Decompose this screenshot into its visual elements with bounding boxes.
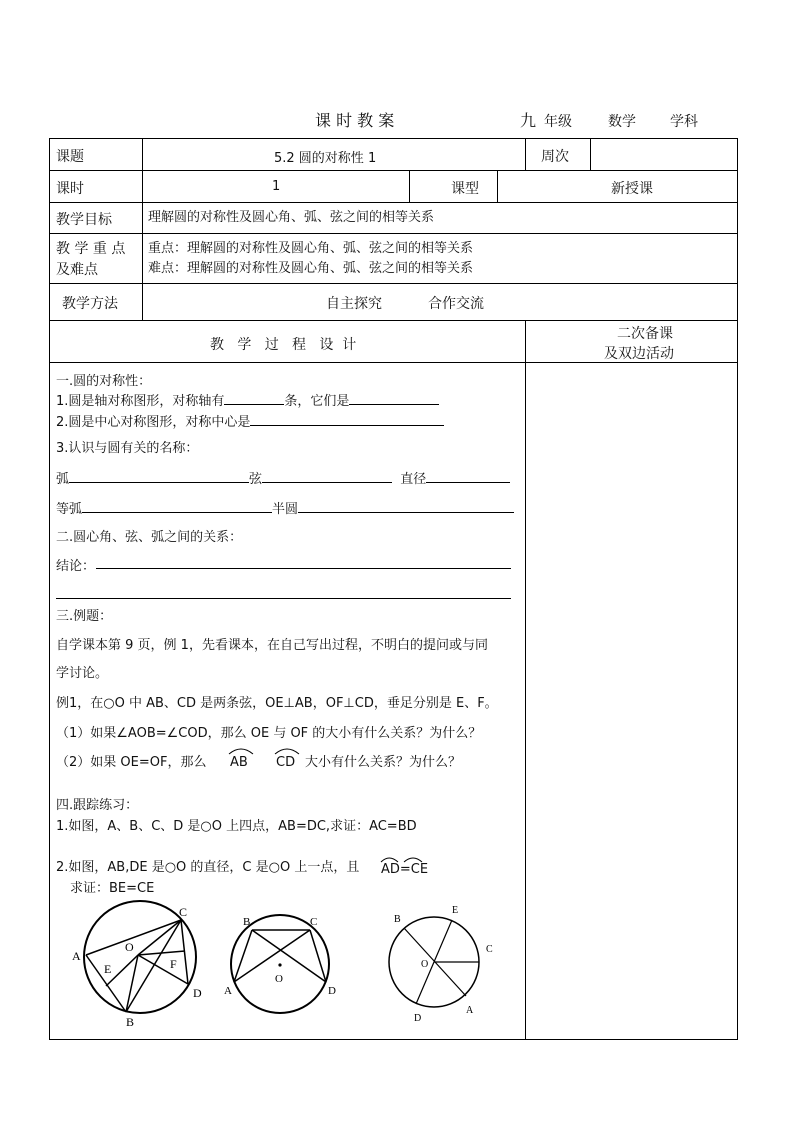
term-equal-arc: 等弧 xyxy=(56,502,83,517)
table-border xyxy=(590,138,591,171)
blank-line xyxy=(69,468,249,483)
figure-2-center-dot xyxy=(278,963,281,966)
grade-value: 九 xyxy=(520,111,537,130)
table-border xyxy=(737,138,738,1040)
blank-line xyxy=(250,411,444,426)
table-border xyxy=(497,170,498,203)
week-label: 周次 xyxy=(541,149,569,165)
table-border xyxy=(525,138,526,171)
section1-line2-text: 2.圆是中心对称图形，对称中心是 xyxy=(56,415,251,430)
topic-label: 课题 xyxy=(56,149,84,165)
blank-line xyxy=(349,390,439,405)
blank-line xyxy=(82,498,272,513)
figure-1-label-a: A xyxy=(72,949,81,963)
figure-2-chord-cd xyxy=(310,930,326,982)
table-border xyxy=(49,1039,738,1040)
section2-title: 二.圆心角、弦、弧之间的关系： xyxy=(56,530,243,545)
figure-2-chord-ba xyxy=(234,930,252,982)
figure-3-label-c: C xyxy=(486,944,493,955)
figure-1-label-d: D xyxy=(193,986,202,1000)
table-border xyxy=(49,202,738,203)
section1-line1-text-a: 1.圆是轴对称图形，对称轴有 xyxy=(56,394,225,409)
term-arc-row xyxy=(56,468,510,487)
figure-3-label-o: O xyxy=(421,959,429,970)
term-diameter: 直径 xyxy=(400,472,427,487)
section1-line2 xyxy=(56,411,444,430)
method-label: 教学方法 xyxy=(62,296,118,312)
figure-2-circle xyxy=(222,910,342,1025)
figure-2-label-c: C xyxy=(310,916,318,928)
blank-line xyxy=(426,468,510,483)
exercise-2: 2.如图，AB,DE 是○O 的直径，C 是○O 上一点，且 xyxy=(56,860,360,875)
example-statement: 例1，在○O 中 AB、CD 是两条弦，OE⊥AB，OF⊥CD，垂足分别是 E、F。 xyxy=(56,696,498,711)
self-study-line2: 学讨论。 xyxy=(56,666,109,681)
section1-title: 一.圆的对称性： xyxy=(56,374,152,389)
table-border xyxy=(49,233,738,234)
figure-2-chord-ca xyxy=(234,930,310,982)
arc-ad-ce-label: AD=CE xyxy=(381,862,429,877)
figure-1-label-b: B xyxy=(126,1015,135,1029)
side-label-line1: 二次备课 xyxy=(617,326,673,342)
blank-line xyxy=(298,498,514,513)
figure-3-label-a: A xyxy=(466,1005,474,1016)
figure-1-radius-oc xyxy=(138,920,181,955)
exercise-2-prove: 求证：BE=CE xyxy=(70,881,155,896)
section1-line1 xyxy=(56,390,439,409)
side-label-line2: 及双边活动 xyxy=(604,346,674,362)
figure-2-label-o: O xyxy=(275,973,283,985)
term-chord: 弦 xyxy=(249,472,263,487)
answer-line xyxy=(96,568,511,569)
key-label-line1: 教 学 重 点 xyxy=(56,241,126,257)
figure-1-label-c: C xyxy=(179,905,188,919)
figure-2-chord-bd xyxy=(252,930,326,982)
figure-2-label-b: B xyxy=(243,916,251,928)
figure-2-label-a: A xyxy=(224,985,232,997)
table-border xyxy=(49,138,50,1040)
section4-title: 四.跟踪练习： xyxy=(56,798,139,813)
figure-2-label-d: D xyxy=(328,985,336,997)
arc-ab-label: AB xyxy=(230,755,248,770)
figure-1-label-e: E xyxy=(104,962,112,976)
table-border xyxy=(142,138,143,321)
section3-title: 三.例题： xyxy=(56,609,113,624)
table-border xyxy=(49,138,738,139)
subject-value: 数学 xyxy=(608,114,636,130)
table-border xyxy=(409,170,410,203)
method-value-1: 自主探究 xyxy=(326,296,382,312)
goal-value: 理解圆的对称性及圆心角、弧、弦之间的相等关系 xyxy=(148,210,435,225)
question-2-text-b: 大小有什么关系？为什么？ xyxy=(305,755,462,770)
figure-3-circle xyxy=(384,900,504,1025)
blank-line xyxy=(224,390,284,405)
key-point: 重点：理解圆的对称性及圆心角、弧、弦之间的相等关系 xyxy=(148,241,474,256)
figure-1-circle xyxy=(64,900,224,1035)
table-border xyxy=(525,320,526,1040)
goal-label: 教学目标 xyxy=(56,212,112,228)
table-border xyxy=(49,170,738,171)
process-label: 教 学 过 程 设 计 xyxy=(210,337,357,353)
term-equal-arc-row xyxy=(56,498,514,517)
grade-suffix: 年级 xyxy=(544,114,572,130)
table-border xyxy=(49,320,738,321)
question-1: （1）如果∠AOB=∠COD，那么 OE 与 OF 的大小有什么关系？为什么？ xyxy=(56,726,482,741)
exercise-1: 1.如图，A、B、C、D 是○O 上四点，AB=DC,求证：AC=BD xyxy=(56,819,417,834)
figure-3-label-b: B xyxy=(394,914,401,925)
topic-value: 5.2 圆的对称性 1 xyxy=(274,151,377,166)
question-2-text-a: （2）如果 OE=OF，那么 xyxy=(56,755,207,770)
blank-line xyxy=(262,468,392,483)
conclusion-label: 结论： xyxy=(56,559,96,574)
section1-line3: 3.认识与圆有关的名称： xyxy=(56,441,199,456)
document-title: 课 时 教 案 xyxy=(315,111,395,130)
period-value: 1 xyxy=(272,179,281,194)
difficult-point: 难点：理解圆的对称性及圆心角、弧、弦之间的相等关系 xyxy=(148,261,474,276)
type-value: 新授课 xyxy=(611,181,653,197)
term-arc: 弧 xyxy=(56,472,70,487)
subject-suffix: 学科 xyxy=(670,114,698,130)
arc-cd-label: CD xyxy=(276,755,296,770)
figure-1-label-f: F xyxy=(170,957,177,971)
method-value-2: 合作交流 xyxy=(428,296,484,312)
figure-1-radius-ob xyxy=(126,955,138,1012)
key-label-line2: 及难点 xyxy=(56,262,98,278)
self-study-line1: 自学课本第 9 页，例 1，先看课本，在自己写出过程，不明白的提问或与同 xyxy=(56,638,488,653)
section1-line1-text-b: 条，它们是 xyxy=(284,394,350,409)
figure-3-label-e: E xyxy=(452,905,459,916)
table-border xyxy=(49,283,738,284)
figure-1-label-o: O xyxy=(125,940,134,954)
answer-line xyxy=(56,598,511,599)
type-label: 课型 xyxy=(451,181,479,197)
term-semicircle: 半圆 xyxy=(272,502,299,517)
figure-3-label-d: D xyxy=(414,1013,422,1024)
period-label: 课时 xyxy=(56,181,84,197)
